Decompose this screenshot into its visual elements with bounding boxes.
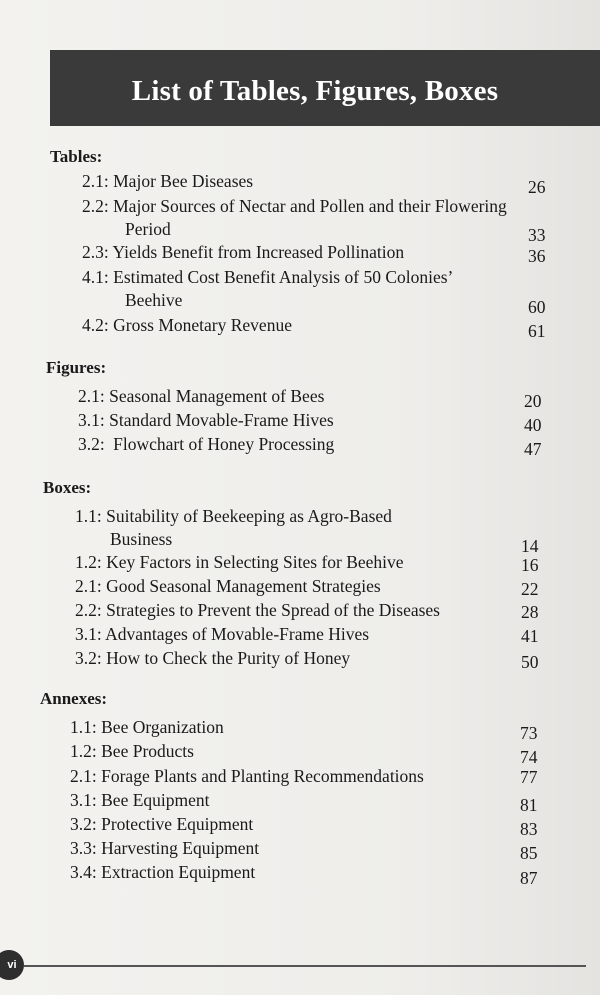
- footer-rule: [24, 965, 586, 967]
- list-item[interactable]: 1.1: Bee Organization 73: [70, 717, 538, 743]
- list-item[interactable]: 2.1: Major Bee Diseases 26: [82, 171, 546, 197]
- page-number: 41: [521, 626, 539, 646]
- page-number: 33: [528, 225, 546, 245]
- page-number: 74: [520, 747, 538, 767]
- page-number: 40: [524, 415, 542, 435]
- page-number: 61: [528, 321, 546, 341]
- figures-section: [46, 357, 576, 459]
- title-banner: [50, 50, 600, 126]
- annexes-heading: Annexes:: [40, 689, 108, 708]
- list-item[interactable]: 3.2: How to Check the Purity of Honey 50: [75, 648, 539, 672]
- page-number: 16: [521, 555, 539, 575]
- page-title: List of Tables, Figures, Boxes: [131, 74, 499, 107]
- page-number: 26: [528, 177, 546, 197]
- list-item[interactable]: 1.2: Bee Products 74: [70, 741, 538, 767]
- list-item[interactable]: 1.2: Key Factors in Selecting Sites for Beehive 16: [75, 552, 539, 575]
- page-number: 87: [520, 868, 538, 888]
- page-number: 83: [520, 819, 538, 839]
- figures-heading: Figures:: [46, 358, 107, 377]
- page-number: 50: [521, 652, 539, 672]
- list-item[interactable]: 4.2: Gross Monetary Revenue 61: [82, 315, 546, 341]
- list-item[interactable]: 2.1: Good Seasonal Management Strategies 22: [75, 576, 539, 599]
- list-item[interactable]: 3.2: Flowchart of Honey Processing 47: [78, 434, 542, 459]
- boxes-section: [43, 477, 573, 670]
- annexes-section: [40, 688, 570, 888]
- page-number: 22: [521, 579, 539, 599]
- boxes-heading: Boxes:: [43, 478, 92, 497]
- list-item[interactable]: 2.2: Strategies to Prevent the Spread of the Diseases 28: [75, 600, 539, 622]
- page-number: 36: [528, 246, 546, 266]
- page-number: 77: [520, 767, 538, 787]
- list-item[interactable]: 3.4: Extraction Equipment 87: [70, 862, 538, 888]
- page-number: 73: [520, 723, 538, 743]
- list-item[interactable]: 3.1: Advantages of Movable-Frame Hives 41: [75, 624, 539, 646]
- list-item[interactable]: 4.1: Estimated Cost Benefit Analysis of 50 Colonies’ Beehive 60: [82, 267, 546, 317]
- page-folio-badge: vi: [0, 950, 24, 980]
- page-number: 60: [528, 297, 546, 317]
- list-item[interactable]: 2.1: Forage Plants and Planting Recommendations 77: [70, 766, 538, 787]
- tables-heading: Tables:: [50, 147, 103, 166]
- list-item[interactable]: 3.3: Harvesting Equipment 85: [70, 838, 538, 863]
- list-item[interactable]: 3.1: Standard Movable-Frame Hives 40: [78, 410, 542, 435]
- tables-section: [50, 146, 580, 341]
- list-item[interactable]: 2.1: Seasonal Management of Bees 20: [78, 386, 542, 411]
- page-number: 14: [521, 536, 539, 556]
- list-item[interactable]: 3.2: Protective Equipment 83: [70, 814, 538, 839]
- list-item[interactable]: 3.1: Bee Equipment 81: [70, 790, 538, 815]
- page-number: 81: [520, 795, 538, 815]
- page-number: 85: [520, 843, 538, 863]
- list-item[interactable]: 2.2: Major Sources of Nectar and Pollen and their Flowering Period 33: [82, 196, 546, 245]
- page-number: 20: [524, 391, 542, 411]
- list-item[interactable]: 1.1: Suitability of Beekeeping as Agro-Based Business 14: [75, 506, 539, 556]
- list-item[interactable]: 2.3: Yields Benefit from Increased Pollination 36: [82, 242, 546, 266]
- page-number: 47: [524, 439, 542, 459]
- page-number: 28: [521, 602, 539, 622]
